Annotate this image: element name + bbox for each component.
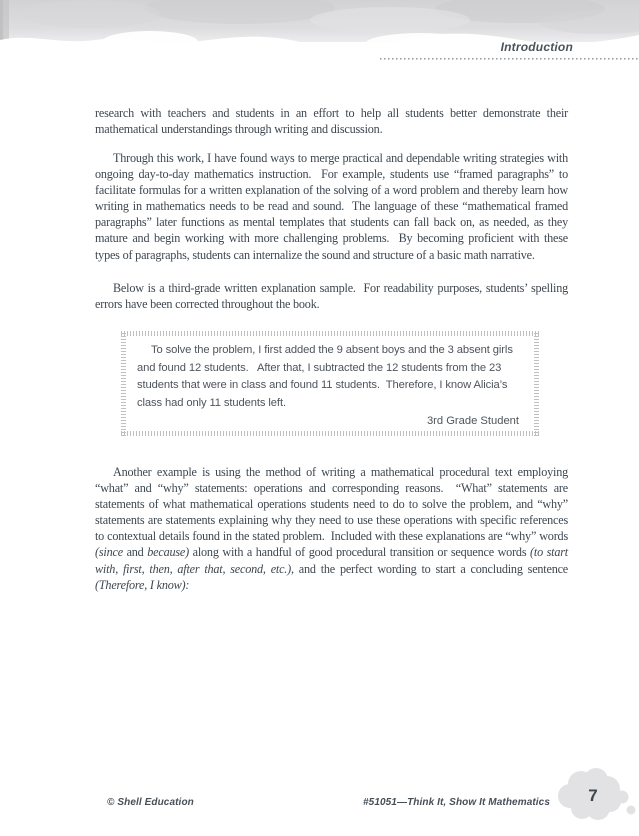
intro-paragraph-2: Through this work, I have found ways to merge practical and dependable writing strategies with ongoing day-to-day mathematics instruction. For example, students use “framed paragraphs” to facilitate formulas for a written explanation of the solving of a word problem and thereby learn how writing in mathematics needs to be read and sound. The language of these “mathematical framed paragraphs” later functions as mental templates that students can fall back on, as needed, as they mature and begin working with more challenging problems. By becoming proficient with these types of paragraphs, students can internalize the sound and structure of a basic math narrative. — [95, 151, 571, 262]
intro-paragraph-4: Another example is using the method of writing a mathematical procedural text employing “what” and “why” statements: operations and corresponding reasons. “What” statements are statements of what mathematical operations students need to do to solve the problem, and “why” statements are statements explaining why they need to use these operations with specific references to contextual details found in the stated problem. Included with these explanations are “why” words (since and because) along with a handful of good procedural transition or sequence words (to start with, first, then, after that, second, etc.), and the perfect wording to start a concluding sentence (Therefore, I know): — [95, 465, 571, 592]
intro-paragraph-3: Below is a third-grade written explanation sample. For readability purposes, students’ spelling errors have been corrected throughout the book. — [95, 281, 571, 312]
page-number: 7 — [588, 786, 598, 805]
header-dotted-rule — [380, 58, 639, 60]
page-number-cloud — [548, 763, 639, 836]
footer-book-id: #51051—Think It, Show It Mathematics — [363, 797, 550, 808]
student-sample-attribution: 3rd Grade Student — [426, 415, 519, 427]
student-sample-text: To solve the problem, I first added the 9 absent boys and the 3 absent girls and found 12 students. After that, I subtracted the 12 students from the 23 students that were in class and found 11 students. Therefore, I know Alicia’s class had only 11 students left. — [137, 344, 516, 409]
intro-paragraph-1: research with teachers and students in an effort to help all students better demonstrate their mathematical understandings through writing and discussion. — [95, 106, 571, 137]
cloud-shape — [548, 763, 639, 833]
footer-copyright: © Shell Education — [107, 797, 194, 808]
student-sample-box — [121, 331, 539, 436]
header-section-label: Introduction — [500, 40, 573, 54]
